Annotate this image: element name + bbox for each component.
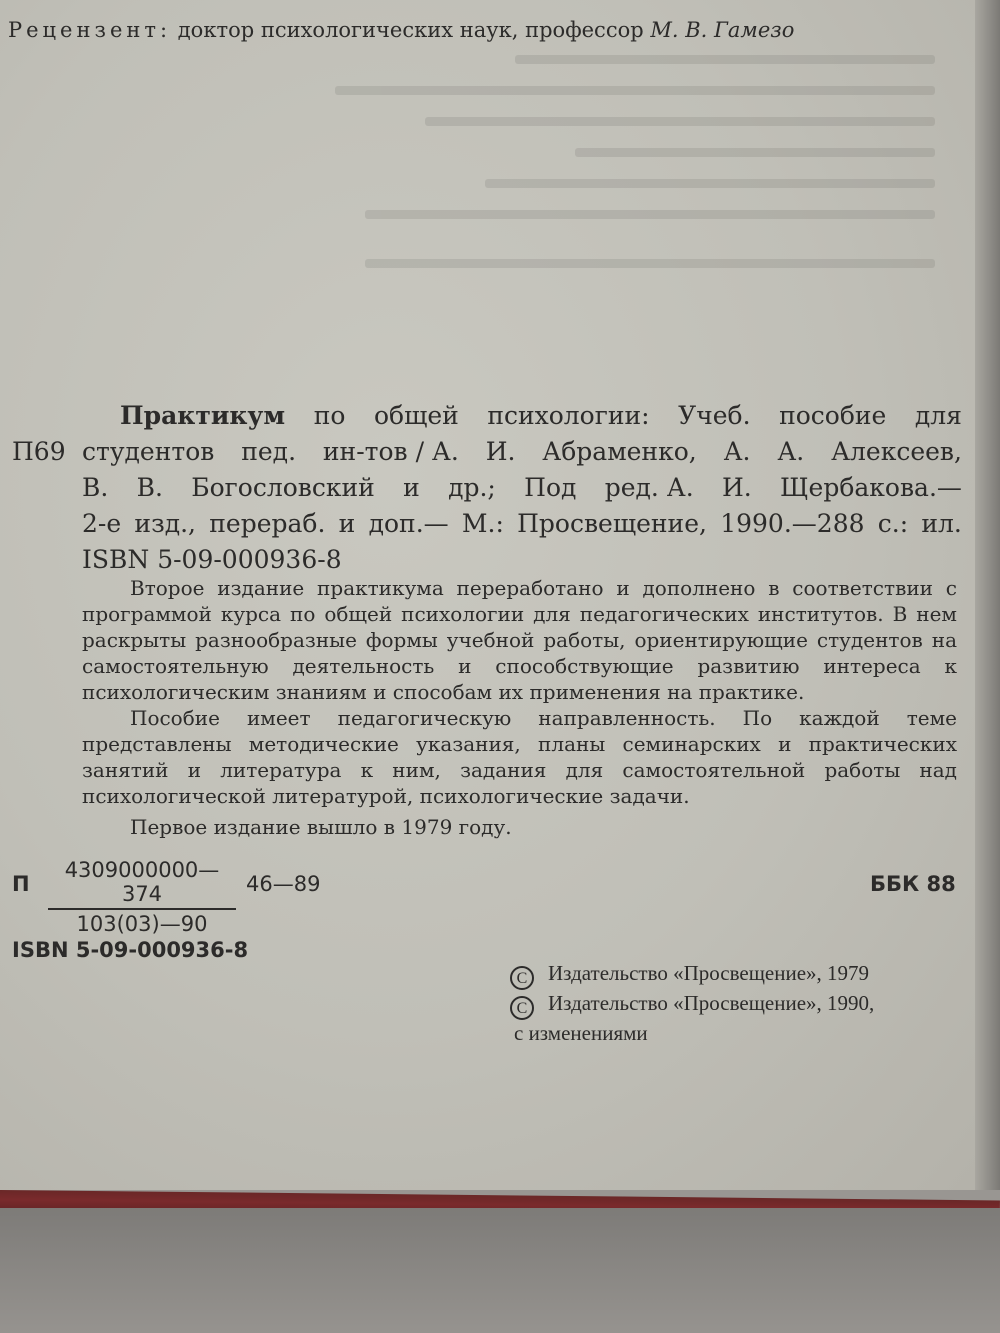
bib-word: 2-е: [82, 509, 122, 538]
bib-word: пед.: [241, 437, 297, 466]
bib-word: Под: [524, 473, 577, 502]
bibliographic-record: [12, 398, 962, 578]
bib-word: А.: [723, 437, 751, 466]
annotation-paragraph-2: Пособие имеет педагогическую направленность. По каждой теме представлены методические указания, планы семинарских и практических занятий и литература к ним, задания для самостоятельной работы над психологической литературой, психологические задачи.: [82, 706, 957, 808]
annotation: [82, 575, 957, 809]
bib-word: и: [403, 473, 420, 502]
bib-word: И.: [721, 473, 752, 502]
library-code: П69: [12, 437, 66, 466]
bib-word: Учеб.: [678, 401, 751, 430]
bib-word: по: [313, 401, 346, 430]
copyright-row-1: [510, 960, 874, 990]
bib-word: 1990.—288: [720, 509, 865, 538]
bib-word: Щербакова.—: [780, 473, 962, 502]
bib-line-1: [12, 398, 962, 434]
bib-word: Алексеев,: [831, 437, 962, 466]
catalog-numerator: 4309000000—374: [64, 858, 220, 906]
bib-word: студентов: [82, 437, 215, 466]
bbk-code: ББК 88: [870, 872, 956, 896]
copyright-row-2: [510, 990, 874, 1020]
bib-word: В.: [136, 473, 163, 502]
reviewer-line: [8, 18, 794, 42]
bib-word: В.: [82, 473, 109, 502]
bib-word: И.: [485, 437, 516, 466]
bib-word: перераб.: [209, 509, 326, 538]
isbn-bottom: ISBN 5-09-000936-8: [12, 938, 249, 962]
reviewer-role: Рецензент:: [8, 18, 172, 42]
show-through-text: [335, 55, 935, 295]
bib-line-3: [12, 470, 962, 506]
copyright-icon: C: [510, 996, 534, 1020]
bib-word: ред. А.: [604, 473, 694, 502]
bib-word: и: [338, 509, 356, 538]
bib-word: др.;: [448, 473, 496, 502]
page-edge: [975, 0, 1000, 1190]
copyright-block: [510, 960, 874, 1046]
bib-word: общей: [373, 401, 459, 430]
reviewer-title: доктор психологических наук, профессор: [177, 18, 644, 42]
bib-word: ил.: [921, 509, 962, 538]
bib-word: Просвещение,: [517, 509, 707, 538]
bib-word: для: [914, 401, 962, 430]
first-edition-note: Первое издание вышло в 1979 году.: [130, 815, 512, 839]
bib-word: М.:: [461, 509, 504, 538]
copyright-icon: C: [510, 966, 534, 990]
bib-word: изд.,: [134, 509, 196, 538]
bib-word: А.: [777, 437, 805, 466]
copyright-row-3: с изменениями: [514, 1021, 648, 1045]
bib-word: пособие: [779, 401, 887, 430]
bib-word: Практикум: [120, 401, 286, 430]
catalog-denominator: 103(03)—90: [48, 908, 236, 936]
bib-word: доп.—: [368, 509, 449, 538]
bib-word: Богословский: [191, 473, 375, 502]
copyright-text-2: Издательство «Просвещение», 1990,: [548, 991, 875, 1015]
reviewer-name: М. В. Гамезо: [650, 18, 795, 42]
bib-word: с.:: [877, 509, 909, 538]
catalog-fraction: [48, 858, 236, 936]
table-surface: [0, 1208, 1000, 1333]
bib-word: психологии:: [487, 401, 650, 430]
bib-word: ин-тов / А.: [322, 437, 459, 466]
bib-line-5: [12, 542, 962, 578]
bib-word: Абраменко,: [542, 437, 697, 466]
bib-line-4: [12, 506, 962, 542]
copyright-text-1: Издательство «Просвещение», 1979: [548, 961, 870, 985]
annotation-paragraph-1: Второе издание практикума переработано и дополнено в соответствии с программой курса по общей психологии для педагогических институтов. В нем раскрыты разнообразные формы учебной работы, ориентирующие студентов на самостоятельную деятельность и способствующие развитию интереса к психологическим знаниям и способам их применения на практике.: [82, 576, 957, 704]
isbn-top: ISBN 5-09-000936-8: [82, 545, 342, 574]
catalog-letter: П: [12, 872, 30, 896]
bib-line-2: [12, 434, 962, 470]
catalog-suffix: 46—89: [246, 872, 321, 896]
